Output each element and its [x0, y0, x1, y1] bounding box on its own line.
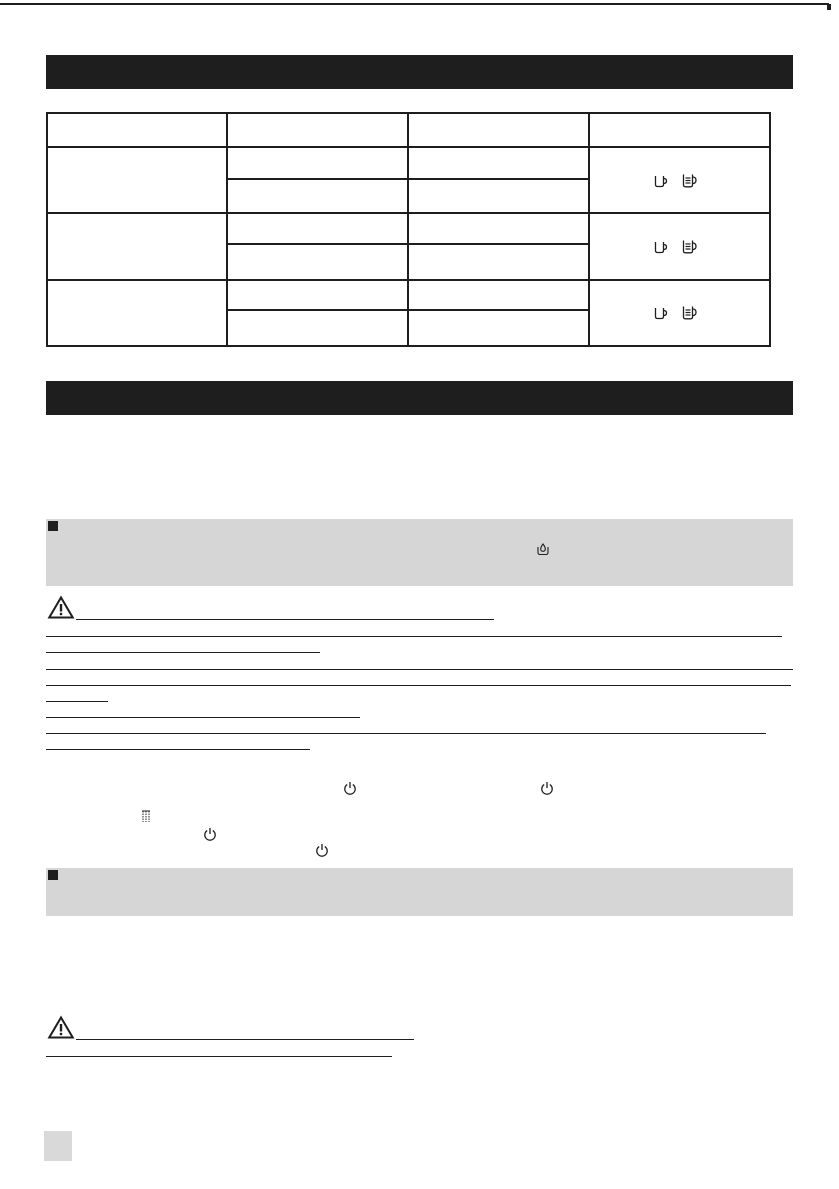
table-cell [228, 311, 409, 345]
note-bullet [48, 870, 58, 880]
text-line [46, 685, 791, 686]
section-heading-bar [46, 55, 793, 89]
table-cell [228, 214, 409, 245]
table-cell [228, 148, 409, 180]
table-header-cell [228, 114, 409, 148]
descale-icon [536, 542, 550, 556]
page-number-box [44, 1131, 72, 1161]
note-box [46, 519, 793, 586]
note-bullet [48, 521, 58, 531]
warning-heading-rule [76, 619, 494, 620]
text-line [46, 733, 766, 734]
power-icon [203, 827, 217, 842]
table-cell [409, 214, 590, 245]
steam-icon [140, 810, 152, 823]
warning-icon [46, 1014, 76, 1040]
section-heading-bar [46, 381, 793, 415]
warning-icon [46, 594, 76, 620]
tall-cup-icon [682, 305, 698, 320]
table-group-label [48, 214, 228, 281]
power-icon [343, 781, 357, 796]
cup-icon [654, 240, 668, 254]
table-cell [409, 311, 590, 345]
table-cell [409, 180, 590, 214]
top-rule [0, 0, 839, 10]
text-line [46, 669, 793, 670]
table-cell [228, 281, 409, 311]
table-cell [409, 281, 590, 311]
table-header-cell [409, 114, 590, 148]
note-box [46, 868, 793, 916]
table-cell [409, 148, 590, 180]
table-group-label [48, 148, 228, 214]
text-line [46, 749, 310, 750]
tall-cup-icon [682, 173, 698, 188]
table-cell [228, 245, 409, 281]
table-icon-cell [590, 214, 769, 281]
text-line [46, 652, 320, 653]
table-header-cell [48, 114, 228, 148]
cup-icon [654, 174, 668, 188]
table-header-cell [590, 114, 769, 148]
settings-table [46, 112, 771, 347]
text-line [46, 636, 782, 637]
tall-cup-icon [682, 239, 698, 254]
table-cell [228, 180, 409, 214]
power-icon [315, 843, 329, 858]
text-line [46, 1056, 392, 1057]
table-icon-cell [590, 281, 769, 345]
warning-heading-rule [76, 1039, 414, 1040]
table-group-label [48, 281, 228, 345]
text-line [46, 717, 360, 718]
table-cell [409, 245, 590, 281]
power-icon [540, 781, 554, 796]
cup-icon [654, 306, 668, 320]
table-icon-cell [590, 148, 769, 214]
text-line [46, 701, 108, 702]
